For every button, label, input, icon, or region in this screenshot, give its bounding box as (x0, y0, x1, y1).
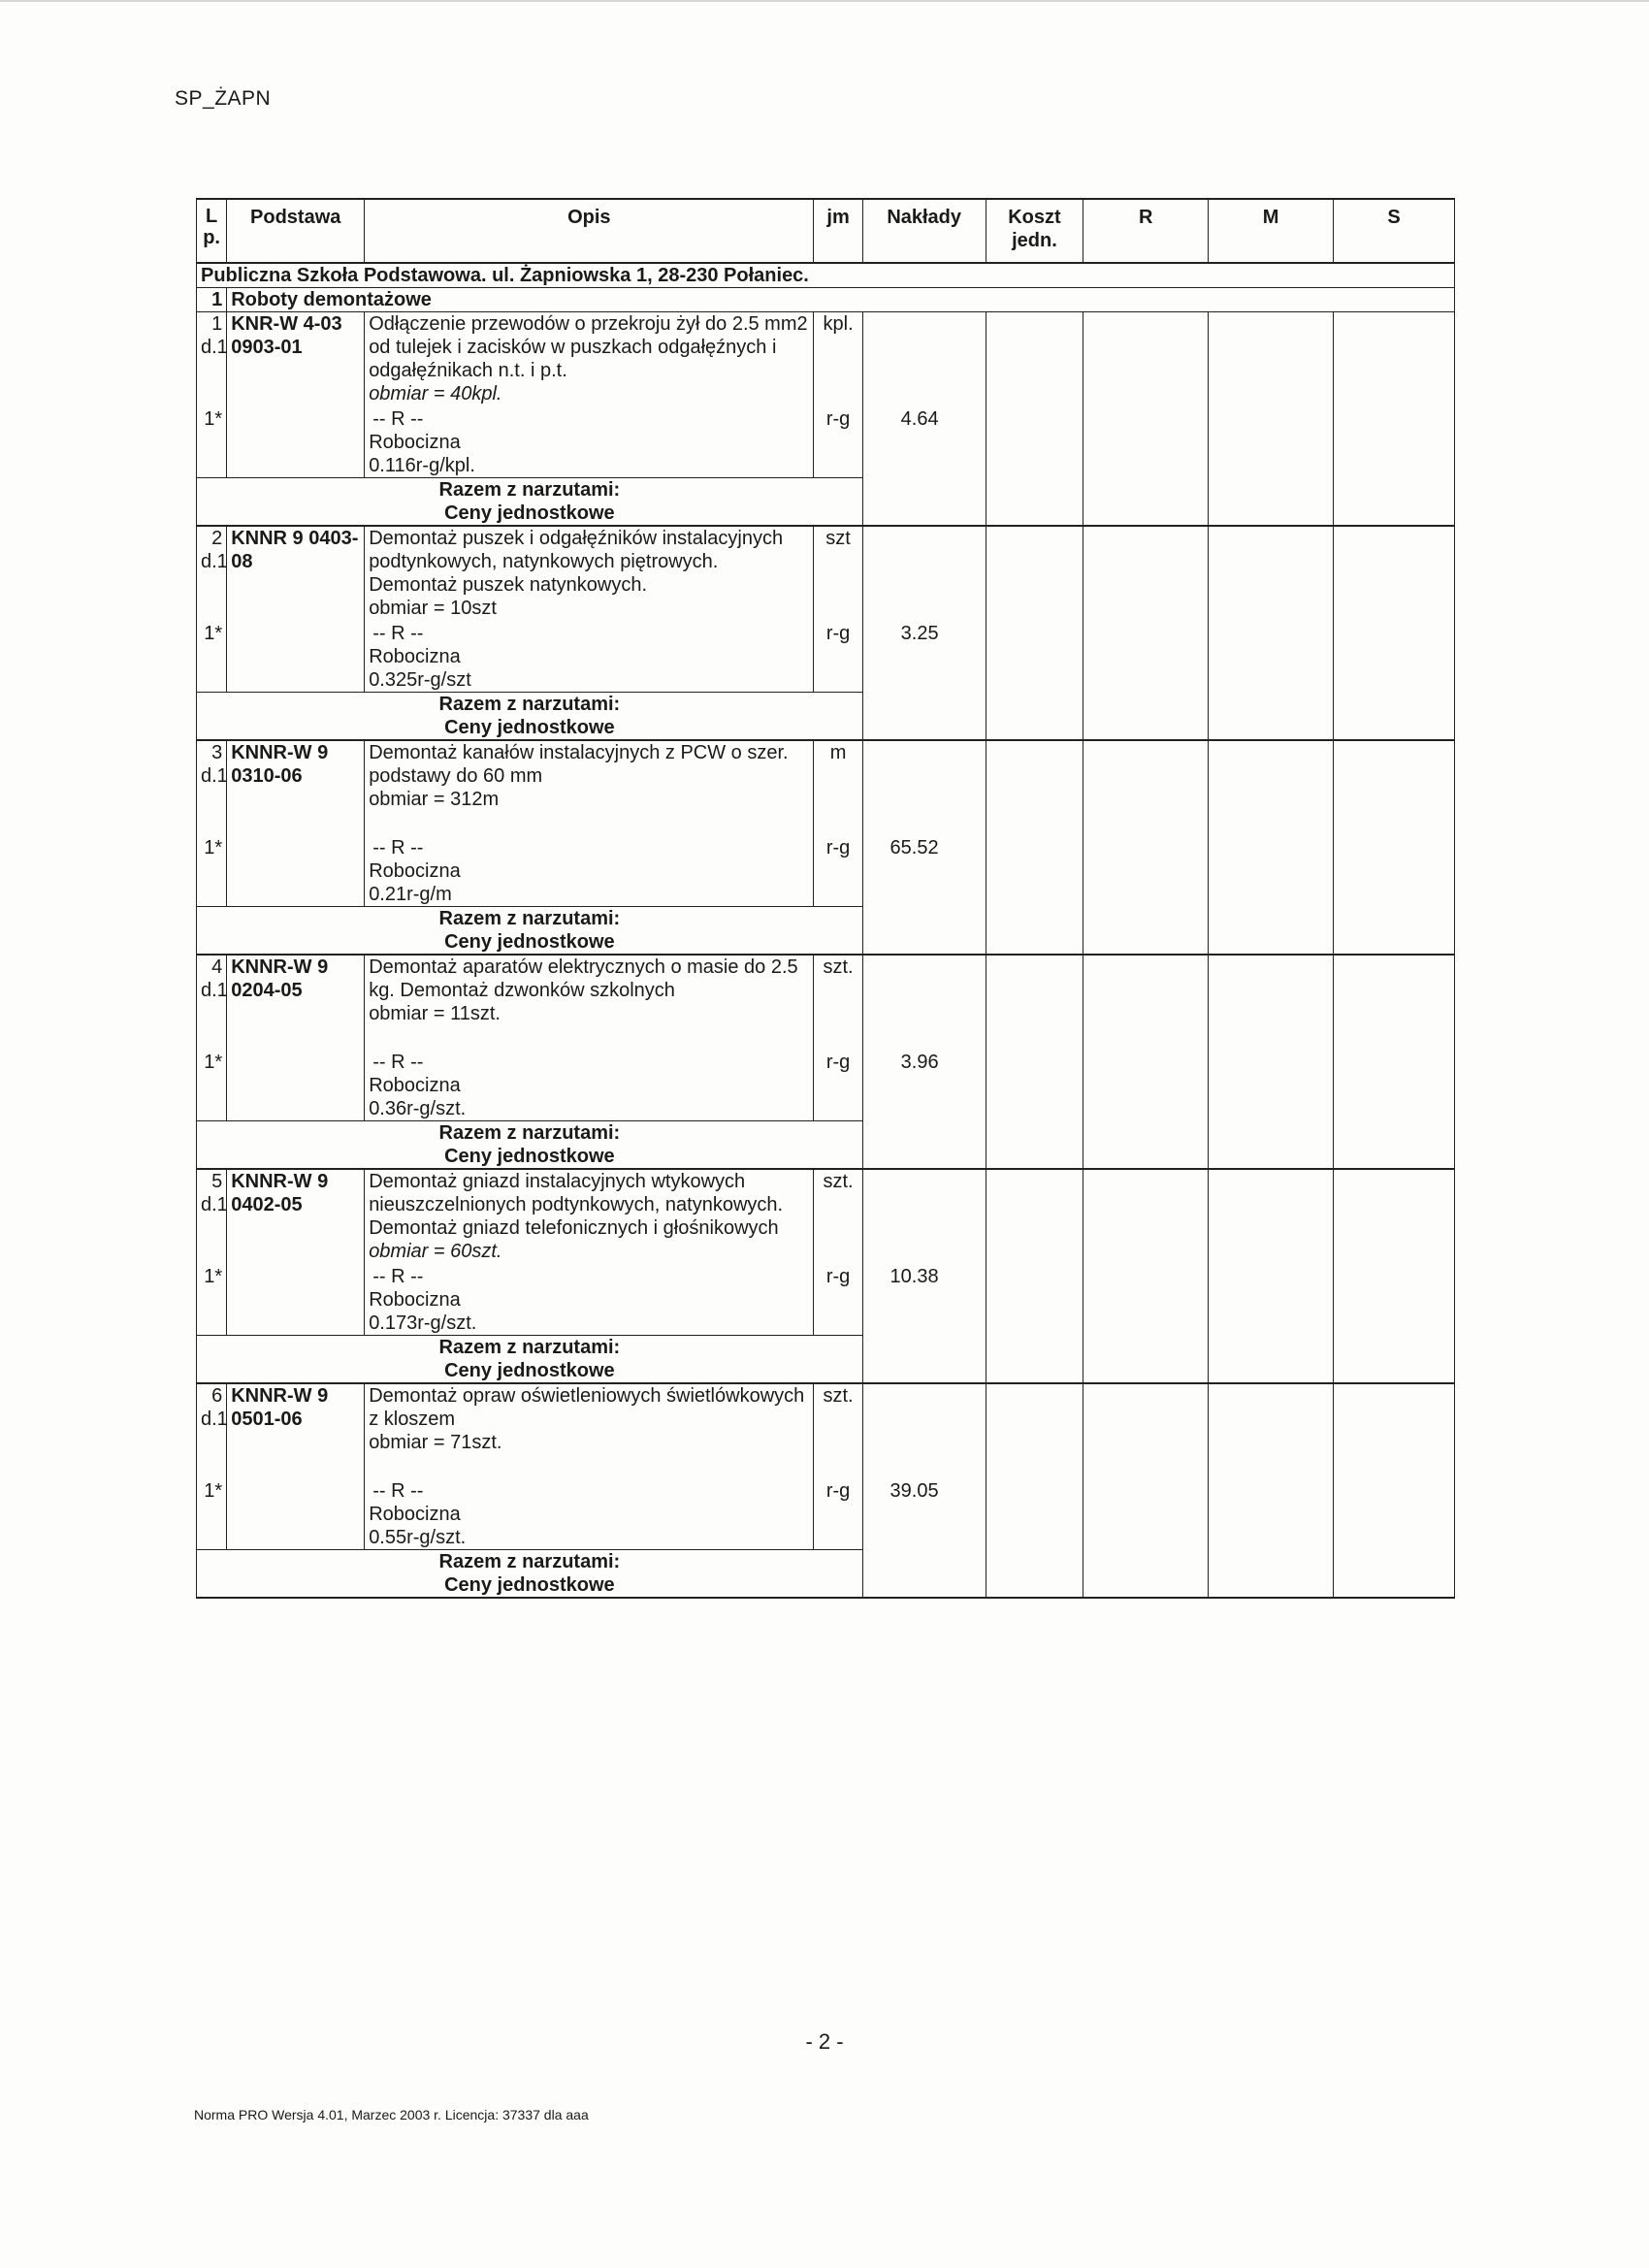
razem-label: Razem z narzutami: (438, 1337, 621, 1358)
item-row (197, 526, 1455, 622)
item-description: Odłączenie przewodów o przekroju żył do 2.5 mm2 od tulejek i zacisków w puszkach odgałęźnych i odgałęźnikach n.t. i p.t. (369, 313, 808, 381)
item-podstawa: KNR-W 4-03 0903-01 (227, 312, 365, 408)
razem-label: Razem z narzutami: (438, 1122, 621, 1144)
item-lp: 4 d.1 (197, 955, 227, 1051)
summary-row (197, 693, 1455, 741)
labor-unit: r-g (814, 622, 862, 693)
summary-labels (197, 1121, 863, 1170)
item-lp: 3 d.1 (197, 740, 227, 836)
header-opis: Opis (365, 199, 814, 263)
labor-desc: -- R -- Robocizna 0.173r-g/szt. (365, 1265, 814, 1336)
license-footer: Norma PRO Wersja 4.01, Marzec 2003 r. Licencja: 37337 dla aaa (194, 2107, 589, 2122)
item-lp: 5 d.1 (197, 1169, 227, 1265)
labor-row (197, 1479, 1455, 1550)
page-number: - 2 - (805, 2029, 844, 2054)
labor-naklady: 3.25 (862, 622, 986, 693)
item-jm: szt. (814, 1383, 862, 1479)
item-jm: szt. (814, 955, 862, 1051)
item-row (197, 312, 1455, 408)
item-obmiar: obmiar = 60szt. (369, 1241, 502, 1262)
ceny-label: Ceny jednostkowe (444, 502, 615, 524)
razem-label: Razem z narzutami: (438, 908, 621, 929)
title-row (197, 263, 1455, 288)
labor-lp: 1* (197, 407, 227, 478)
item-row (197, 1169, 1455, 1265)
labor-lp: 1* (197, 1479, 227, 1550)
item-description: Demontaż gniazd instalacyjnych wtykowych nieuszczelnionych podtynkowych, natynkowych. Demontaż gniazd telefonicznych i głośnikowych (369, 1171, 784, 1239)
labor-naklady: 39.05 (862, 1479, 986, 1550)
table-header-row (197, 199, 1455, 263)
section-name: Roboty demontażowe (227, 288, 1455, 312)
header-podstawa: Podstawa (227, 199, 365, 263)
item-podstawa: KNNR-W 9 0310-06 (227, 740, 365, 836)
item-opis (365, 1383, 814, 1479)
labor-row (197, 622, 1455, 693)
razem-label: Razem z narzutami: (438, 479, 621, 501)
header-lp: L p. (197, 199, 227, 263)
item-podstawa: KNNR-W 9 0501-06 (227, 1383, 365, 1479)
summary-row (197, 907, 1455, 956)
labor-lp: 1* (197, 1265, 227, 1336)
document-code: SP_ŻAPN (175, 87, 272, 110)
labor-naklady: 10.38 (862, 1265, 986, 1336)
labor-desc: -- R -- Robocizna 0.36r-g/szt. (365, 1051, 814, 1121)
scan-edge (0, 0, 1649, 2)
labor-desc: -- R -- Robocizna 0.21r-g/m (365, 836, 814, 907)
ceny-label: Ceny jednostkowe (444, 1574, 615, 1596)
ceny-label: Ceny jednostkowe (444, 1146, 615, 1167)
item-obmiar: obmiar = 11szt. (369, 1003, 501, 1024)
labor-desc: -- R -- Robocizna 0.55r-g/szt. (365, 1479, 814, 1550)
labor-naklady: 3.96 (862, 1051, 986, 1121)
item-obmiar: obmiar = 71szt. (369, 1432, 502, 1453)
item-row (197, 1383, 1455, 1479)
ceny-label: Ceny jednostkowe (444, 931, 615, 953)
summary-row (197, 1550, 1455, 1599)
labor-lp: 1* (197, 1051, 227, 1121)
item-jm: m (814, 740, 862, 836)
labor-norm: 0.21r-g/m (369, 884, 452, 905)
item-opis (365, 1169, 814, 1265)
cost-estimate-table (196, 198, 1455, 1599)
summary-labels (197, 907, 863, 956)
labor-lp: 1* (197, 622, 227, 693)
summary-labels (197, 478, 863, 527)
item-jm: kpl. (814, 312, 862, 408)
labor-unit: r-g (814, 407, 862, 478)
header-jm: jm (814, 199, 862, 263)
labor-norm: 0.116r-g/kpl. (369, 455, 475, 476)
summary-row (197, 1121, 1455, 1170)
item-obmiar: obmiar = 40kpl. (369, 383, 502, 405)
header-koszt: Koszt jedn. (986, 199, 1083, 263)
item-description: Demontaż kanałów instalacyjnych z PCW o szer. podstawy do 60 mm (369, 742, 789, 787)
labor-norm: 0.36r-g/szt. (369, 1098, 467, 1119)
header-m: M (1209, 199, 1334, 263)
item-description: Demontaż opraw oświetleniowych świetlówkowych z kloszem (369, 1385, 805, 1430)
item-jm: szt (814, 526, 862, 622)
item-lp: 6 d.1 (197, 1383, 227, 1479)
razem-label: Razem z narzutami: (438, 694, 621, 715)
header-r: R (1083, 199, 1209, 263)
labor-unit: r-g (814, 1265, 862, 1336)
summary-row (197, 1336, 1455, 1384)
item-lp: 2 d.1 (197, 526, 227, 622)
ceny-label: Ceny jednostkowe (444, 1360, 615, 1381)
labor-naklady: 65.52 (862, 836, 986, 907)
labor-norm: 0.173r-g/szt. (369, 1312, 477, 1334)
labor-norm: 0.325r-g/szt (369, 669, 471, 691)
summary-labels (197, 693, 863, 741)
item-row (197, 740, 1455, 836)
item-podstawa: KNNR-W 9 0204-05 (227, 955, 365, 1051)
header-s: S (1334, 199, 1455, 263)
section-number: 1 (197, 288, 227, 312)
labor-desc: -- R -- Robocizna 0.116r-g/kpl. (365, 407, 814, 478)
labor-desc: -- R -- Robocizna 0.325r-g/szt (365, 622, 814, 693)
labor-row (197, 1051, 1455, 1121)
item-opis (365, 312, 814, 408)
ceny-label: Ceny jednostkowe (444, 717, 615, 738)
item-opis (365, 955, 814, 1051)
item-opis (365, 526, 814, 622)
labor-unit: r-g (814, 1051, 862, 1121)
project-title: Publiczna Szkoła Podstawowa. ul. Żapniowska 1, 28-230 Połaniec. (197, 263, 1455, 288)
item-obmiar: obmiar = 10szt (369, 598, 497, 619)
summary-labels (197, 1550, 863, 1599)
razem-label: Razem z narzutami: (438, 1551, 621, 1572)
item-opis (365, 740, 814, 836)
section-row (197, 288, 1455, 312)
labor-naklady: 4.64 (862, 407, 986, 478)
summary-row (197, 478, 1455, 527)
item-jm: szt. (814, 1169, 862, 1265)
item-podstawa: KNNR-W 9 0402-05 (227, 1169, 365, 1265)
labor-row (197, 836, 1455, 907)
item-description: Demontaż aparatów elektrycznych o masie do 2.5 kg. Demontaż dzwonków szkolnych (369, 956, 798, 1001)
item-podstawa: KNNR 9 0403- 08 (227, 526, 365, 622)
labor-row (197, 1265, 1455, 1336)
item-description: Demontaż puszek i odgałęźników instalacyjnych podtynkowych, natynkowych piętrowych. Demontaż puszek natynkowych. (369, 528, 784, 596)
item-lp: 1 d.1 (197, 312, 227, 408)
labor-lp: 1* (197, 836, 227, 907)
summary-labels (197, 1336, 863, 1384)
item-obmiar: obmiar = 312m (369, 789, 500, 810)
labor-unit: r-g (814, 1479, 862, 1550)
labor-unit: r-g (814, 836, 862, 907)
labor-row (197, 407, 1455, 478)
item-row (197, 955, 1455, 1051)
header-naklady: Nakłady (862, 199, 986, 263)
labor-norm: 0.55r-g/szt. (369, 1527, 467, 1548)
